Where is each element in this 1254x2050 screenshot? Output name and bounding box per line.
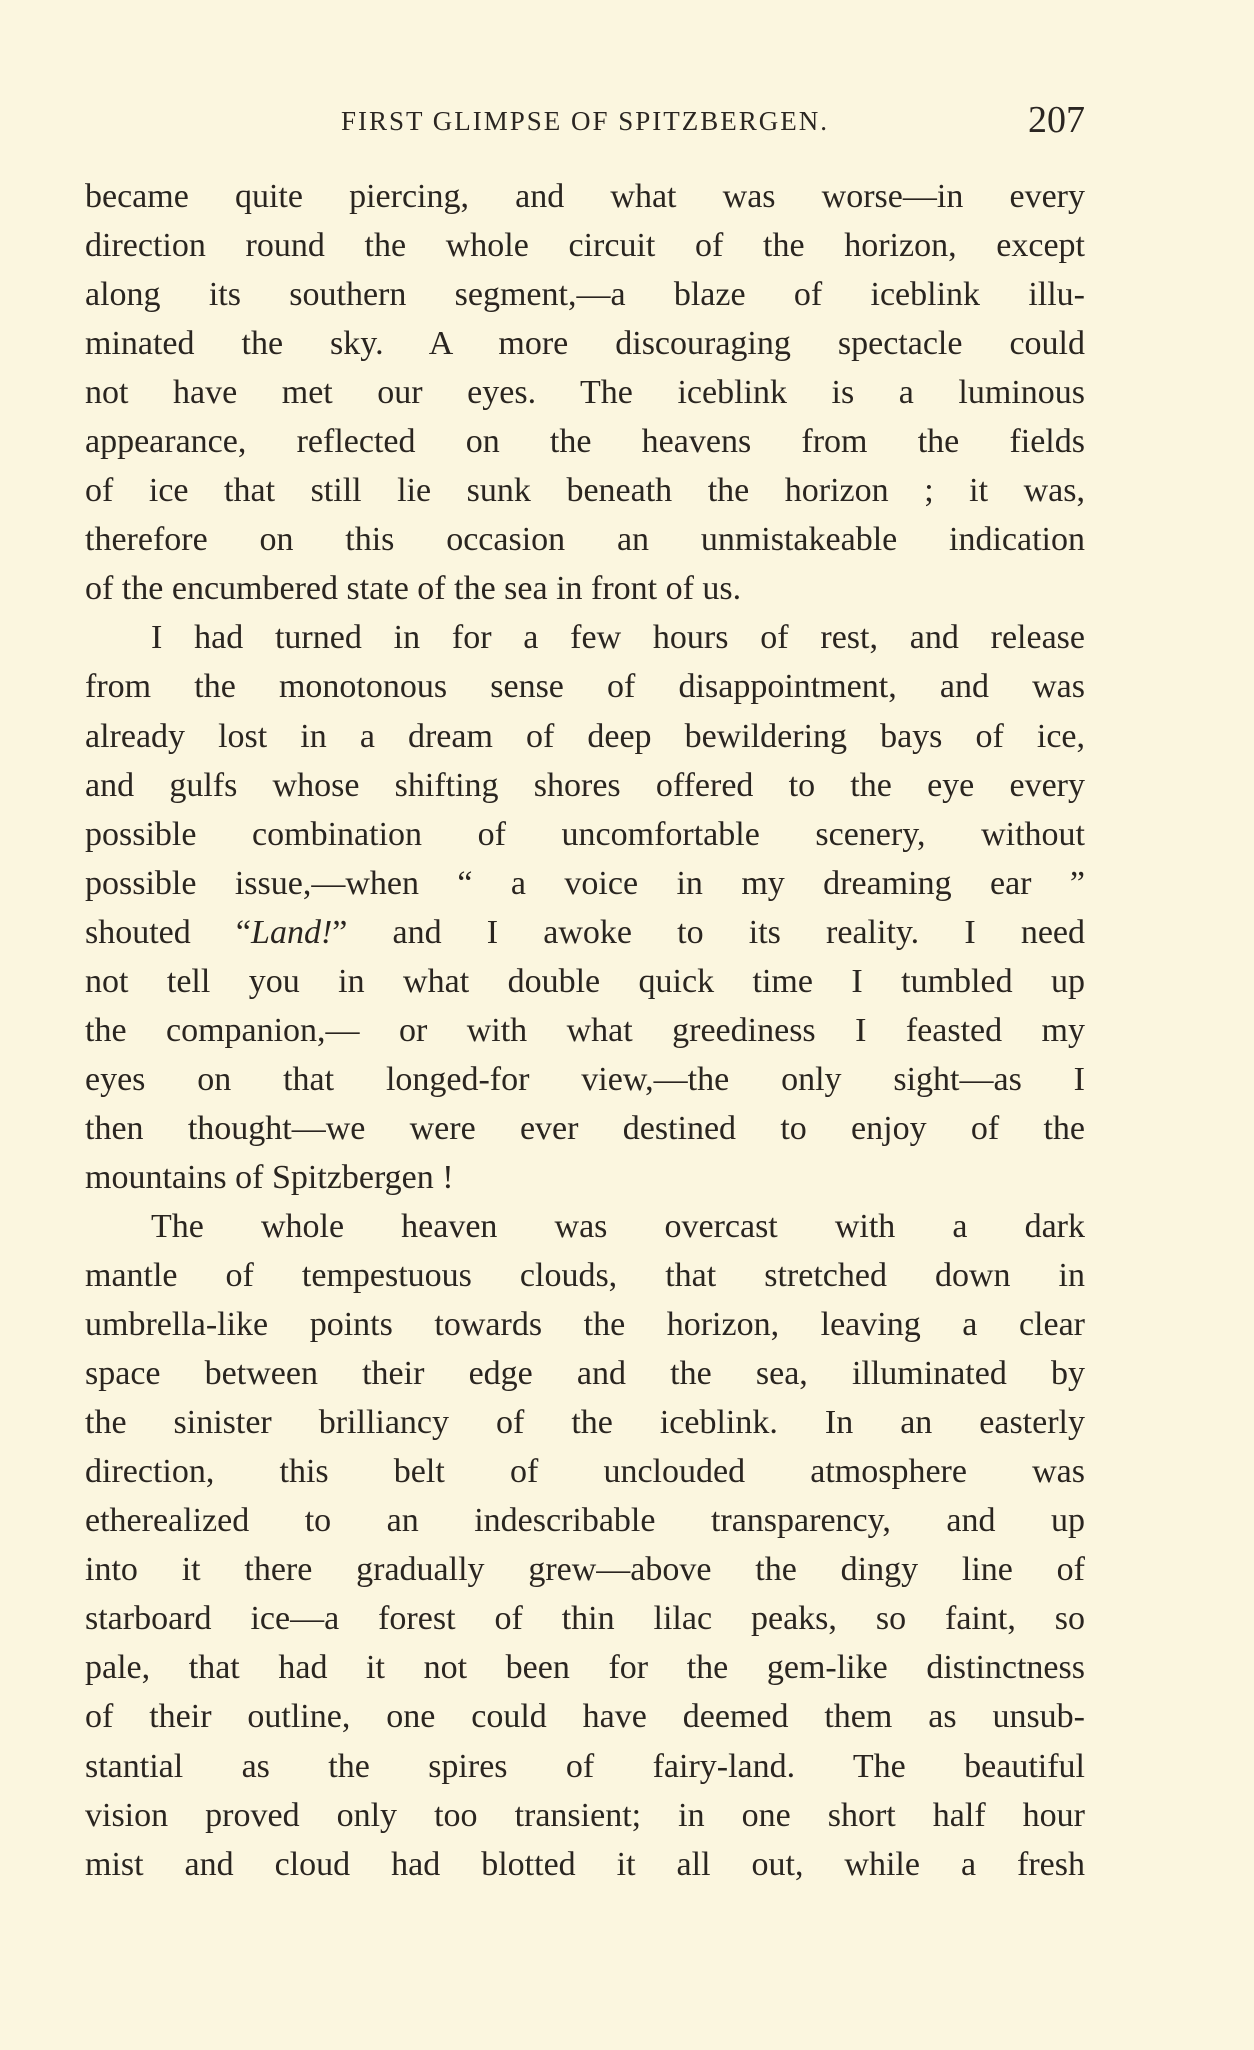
text-line-with-italic (85, 908, 1085, 957)
running-head-title: FIRST GLIMPSE OF SPITZBERGEN. (340, 106, 830, 136)
page-number: 207 (1028, 99, 1085, 141)
text-line: then thought—we were ever destined to enjoy of the (85, 1109, 1085, 1147)
text-line: into it there gradually grew—above the dingy line of (85, 1551, 1085, 1589)
running-head (85, 100, 1085, 144)
text-line: possible combination of uncomfortable scenery, without (85, 815, 1085, 853)
text-line: pale, that had it not been for the gem-like distinctness (85, 1649, 1085, 1687)
text-line: became quite piercing, and what was worse—in every (85, 178, 1085, 215)
text-line: I had turned in for a few hours of rest, and release (151, 619, 1085, 657)
text-line: direction, this belt of unclouded atmosphere was (85, 1453, 1085, 1491)
text-line: minated the sky. A more discouraging spectacle could (85, 325, 1085, 363)
line-segment: ” and I awoke to its reality. I need (332, 913, 1086, 951)
text-line: the companion,— or with what greediness I feasted my (85, 1011, 1085, 1049)
text-line: mantle of tempestuous clouds, that stretched down in (85, 1257, 1085, 1295)
text-line: already lost in a dream of deep bewildering bays of ice, (85, 717, 1085, 755)
text-line: of their outline, one could have deemed them as unsub- (85, 1698, 1085, 1736)
text-line: vision proved only too transient; in one short half hour (85, 1796, 1085, 1834)
line-segment: shouted “ (85, 913, 252, 951)
text-line: and gulfs whose shifting shores offered to the eye every (85, 766, 1085, 804)
text-line: not tell you in what double quick time I tumbled up (85, 962, 1085, 1000)
text-line: umbrella-like points towards the horizon, leaving a clear (85, 1306, 1085, 1344)
text-line: possible issue,—when “ a voice in my dreaming ear ” (85, 864, 1085, 902)
text-line: of ice that still lie sunk beneath the horizon ; it was, (85, 472, 1085, 510)
text-line: space between their edge and the sea, illuminated by (85, 1355, 1085, 1393)
text-line: eyes on that longed-for view,—the only sight—as I (85, 1060, 1085, 1098)
text-line: etherealized to an indescribable transparency, and up (85, 1502, 1085, 1540)
text-line: not have met our eyes. The iceblink is a luminous (85, 374, 1085, 412)
text-line: of the encumbered state of the sea in front of us. (85, 570, 742, 608)
text-line: along its southern segment,—a blaze of iceblink illu- (85, 276, 1085, 314)
text-line: mist and cloud had blotted it all out, while a fresh (85, 1845, 1085, 1883)
body-text (85, 172, 1085, 1889)
text-line: from the monotonous sense of disappointment, and was (85, 668, 1085, 706)
text-line: the sinister brilliancy of the iceblink. In an easterly (85, 1404, 1085, 1442)
text-line: mountains of Spitzbergen ! (85, 1158, 454, 1196)
text-line: appearance, reflected on the heavens from the fields (85, 423, 1085, 461)
italic-word-land: Land! (251, 913, 333, 951)
text-line: therefore on this occasion an unmistakeable indication (85, 521, 1085, 559)
text-line: The whole heaven was overcast with a dark (151, 1207, 1085, 1245)
text-line: starboard ice—a forest of thin lilac peaks, so faint, so (85, 1600, 1085, 1638)
text-line: stantial as the spires of fairy-land. The beautiful (85, 1747, 1085, 1785)
text-line: direction round the whole circuit of the horizon, except (85, 227, 1085, 265)
